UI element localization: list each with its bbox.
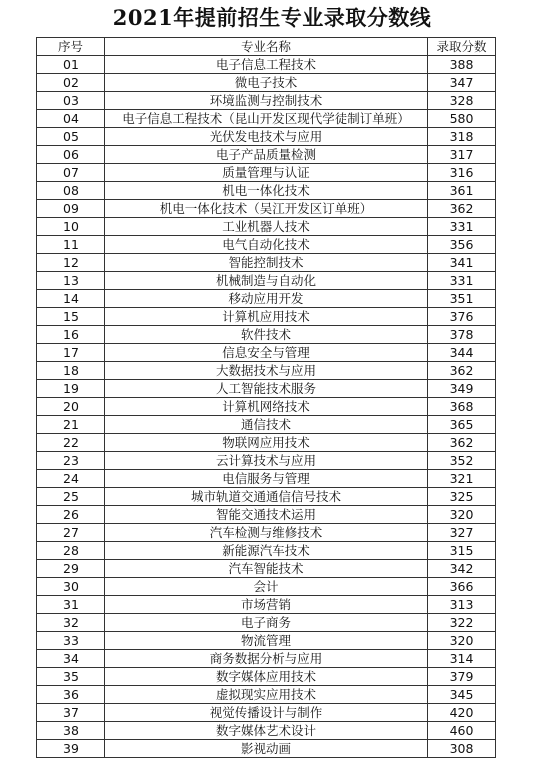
row-major-name: 电信服务与管理	[105, 470, 428, 488]
row-score: 313	[428, 596, 496, 614]
row-number: 08	[37, 182, 105, 200]
row-number: 22	[37, 434, 105, 452]
row-number: 12	[37, 254, 105, 272]
row-score: 580	[428, 110, 496, 128]
table-row	[37, 236, 496, 254]
row-score: 331	[428, 218, 496, 236]
table-row	[37, 434, 496, 452]
table-row	[37, 146, 496, 164]
table-row	[37, 218, 496, 236]
row-number: 32	[37, 614, 105, 632]
row-major-name: 视觉传播设计与制作	[105, 704, 428, 722]
row-major-name: 微电子技术	[105, 74, 428, 92]
row-score: 379	[428, 668, 496, 686]
table-row	[37, 614, 496, 632]
row-score: 308	[428, 740, 496, 758]
row-score: 460	[428, 722, 496, 740]
row-score: 347	[428, 74, 496, 92]
row-score: 342	[428, 560, 496, 578]
row-score: 315	[428, 542, 496, 560]
table-row	[37, 632, 496, 650]
page-title: 2021年提前招生专业录取分数线	[112, 5, 432, 30]
row-number: 38	[37, 722, 105, 740]
table-row	[37, 308, 496, 326]
header-major-name: 专业名称	[105, 38, 428, 56]
row-major-name: 电子商务	[105, 614, 428, 632]
table-row	[37, 254, 496, 272]
row-number: 13	[37, 272, 105, 290]
row-score: 341	[428, 254, 496, 272]
table-row	[37, 164, 496, 182]
row-number: 25	[37, 488, 105, 506]
row-score: 317	[428, 146, 496, 164]
table-row	[37, 470, 496, 488]
table-row	[37, 452, 496, 470]
row-score: 376	[428, 308, 496, 326]
row-score: 352	[428, 452, 496, 470]
table-row	[37, 506, 496, 524]
row-major-name: 市场营销	[105, 596, 428, 614]
row-number: 28	[37, 542, 105, 560]
row-score: 365	[428, 416, 496, 434]
row-score: 362	[428, 200, 496, 218]
row-major-name: 软件技术	[105, 326, 428, 344]
table-row	[37, 560, 496, 578]
row-major-name: 人工智能技术服务	[105, 380, 428, 398]
row-number: 01	[37, 56, 105, 74]
row-score: 345	[428, 686, 496, 704]
row-score: 325	[428, 488, 496, 506]
row-number: 34	[37, 650, 105, 668]
row-number: 10	[37, 218, 105, 236]
row-number: 15	[37, 308, 105, 326]
table-row	[37, 74, 496, 92]
table-row	[37, 56, 496, 74]
table-row	[37, 272, 496, 290]
row-major-name: 通信技术	[105, 416, 428, 434]
row-score: 316	[428, 164, 496, 182]
table-row	[37, 362, 496, 380]
row-number: 19	[37, 380, 105, 398]
row-major-name: 工业机器人技术	[105, 218, 428, 236]
header-number: 序号	[37, 38, 105, 56]
row-number: 18	[37, 362, 105, 380]
table-row	[37, 380, 496, 398]
table-row	[37, 290, 496, 308]
table-row	[37, 686, 496, 704]
row-score: 320	[428, 506, 496, 524]
row-major-name: 影视动画	[105, 740, 428, 758]
row-score: 368	[428, 398, 496, 416]
table-row	[37, 182, 496, 200]
row-score: 420	[428, 704, 496, 722]
table-row	[37, 128, 496, 146]
table-header-row	[37, 38, 496, 56]
row-score: 322	[428, 614, 496, 632]
row-score: 344	[428, 344, 496, 362]
row-number: 14	[37, 290, 105, 308]
row-number: 39	[37, 740, 105, 758]
row-major-name: 移动应用开发	[105, 290, 428, 308]
row-score: 388	[428, 56, 496, 74]
row-score: 320	[428, 632, 496, 650]
row-score: 318	[428, 128, 496, 146]
row-major-name: 电子产品质量检测	[105, 146, 428, 164]
table-row	[37, 542, 496, 560]
row-number: 03	[37, 92, 105, 110]
row-major-name: 云计算技术与应用	[105, 452, 428, 470]
row-number: 24	[37, 470, 105, 488]
row-number: 02	[37, 74, 105, 92]
row-major-name: 智能控制技术	[105, 254, 428, 272]
row-score: 361	[428, 182, 496, 200]
row-score: 331	[428, 272, 496, 290]
row-number: 31	[37, 596, 105, 614]
table-row	[37, 416, 496, 434]
row-major-name: 智能交通技术运用	[105, 506, 428, 524]
row-major-name: 电气自动化技术	[105, 236, 428, 254]
table-row	[37, 344, 496, 362]
row-number: 05	[37, 128, 105, 146]
admission-score-table	[36, 37, 496, 758]
table-row	[37, 488, 496, 506]
row-major-name: 电子信息工程技术（昆山开发区现代学徒制订单班）	[105, 110, 428, 128]
table-row	[37, 668, 496, 686]
row-number: 35	[37, 668, 105, 686]
row-number: 30	[37, 578, 105, 596]
row-number: 37	[37, 704, 105, 722]
header-admission-score: 录取分数	[428, 38, 496, 56]
table-row	[37, 110, 496, 128]
row-score: 321	[428, 470, 496, 488]
row-number: 04	[37, 110, 105, 128]
row-score: 362	[428, 434, 496, 452]
row-major-name: 机械制造与自动化	[105, 272, 428, 290]
row-major-name: 数字媒体应用技术	[105, 668, 428, 686]
table-row	[37, 704, 496, 722]
row-number: 11	[37, 236, 105, 254]
row-major-name: 质量管理与认证	[105, 164, 428, 182]
row-score: 351	[428, 290, 496, 308]
row-score: 356	[428, 236, 496, 254]
row-number: 21	[37, 416, 105, 434]
row-major-name: 城市轨道交通通信信号技术	[105, 488, 428, 506]
row-score: 378	[428, 326, 496, 344]
row-major-name: 会计	[105, 578, 428, 596]
row-major-name: 汽车智能技术	[105, 560, 428, 578]
row-number: 09	[37, 200, 105, 218]
row-number: 23	[37, 452, 105, 470]
table-row	[37, 524, 496, 542]
table-row	[37, 650, 496, 668]
row-number: 33	[37, 632, 105, 650]
row-number: 27	[37, 524, 105, 542]
row-major-name: 电子信息工程技术	[105, 56, 428, 74]
row-major-name: 虚拟现实应用技术	[105, 686, 428, 704]
table-row	[37, 326, 496, 344]
row-number: 06	[37, 146, 105, 164]
row-major-name: 数字媒体艺术设计	[105, 722, 428, 740]
table-row	[37, 596, 496, 614]
table-row	[37, 578, 496, 596]
table-row	[37, 200, 496, 218]
row-score: 349	[428, 380, 496, 398]
row-major-name: 机电一体化技术（吴江开发区订单班）	[105, 200, 428, 218]
row-major-name: 汽车检测与维修技术	[105, 524, 428, 542]
row-number: 17	[37, 344, 105, 362]
row-major-name: 物联网应用技术	[105, 434, 428, 452]
table-row	[37, 398, 496, 416]
row-number: 29	[37, 560, 105, 578]
table-row	[37, 740, 496, 758]
row-major-name: 商务数据分析与应用	[105, 650, 428, 668]
row-major-name: 计算机应用技术	[105, 308, 428, 326]
row-major-name: 光伏发电技术与应用	[105, 128, 428, 146]
table-row	[37, 92, 496, 110]
row-number: 36	[37, 686, 105, 704]
row-score: 314	[428, 650, 496, 668]
row-major-name: 信息安全与管理	[105, 344, 428, 362]
row-major-name: 机电一体化技术	[105, 182, 428, 200]
row-major-name: 计算机网络技术	[105, 398, 428, 416]
row-number: 07	[37, 164, 105, 182]
row-number: 16	[37, 326, 105, 344]
row-major-name: 新能源汽车技术	[105, 542, 428, 560]
row-major-name: 大数据技术与应用	[105, 362, 428, 380]
row-score: 362	[428, 362, 496, 380]
row-number: 26	[37, 506, 105, 524]
row-score: 327	[428, 524, 496, 542]
row-score: 328	[428, 92, 496, 110]
row-score: 366	[428, 578, 496, 596]
row-major-name: 环境监测与控制技术	[105, 92, 428, 110]
row-major-name: 物流管理	[105, 632, 428, 650]
table-row	[37, 722, 496, 740]
row-number: 20	[37, 398, 105, 416]
